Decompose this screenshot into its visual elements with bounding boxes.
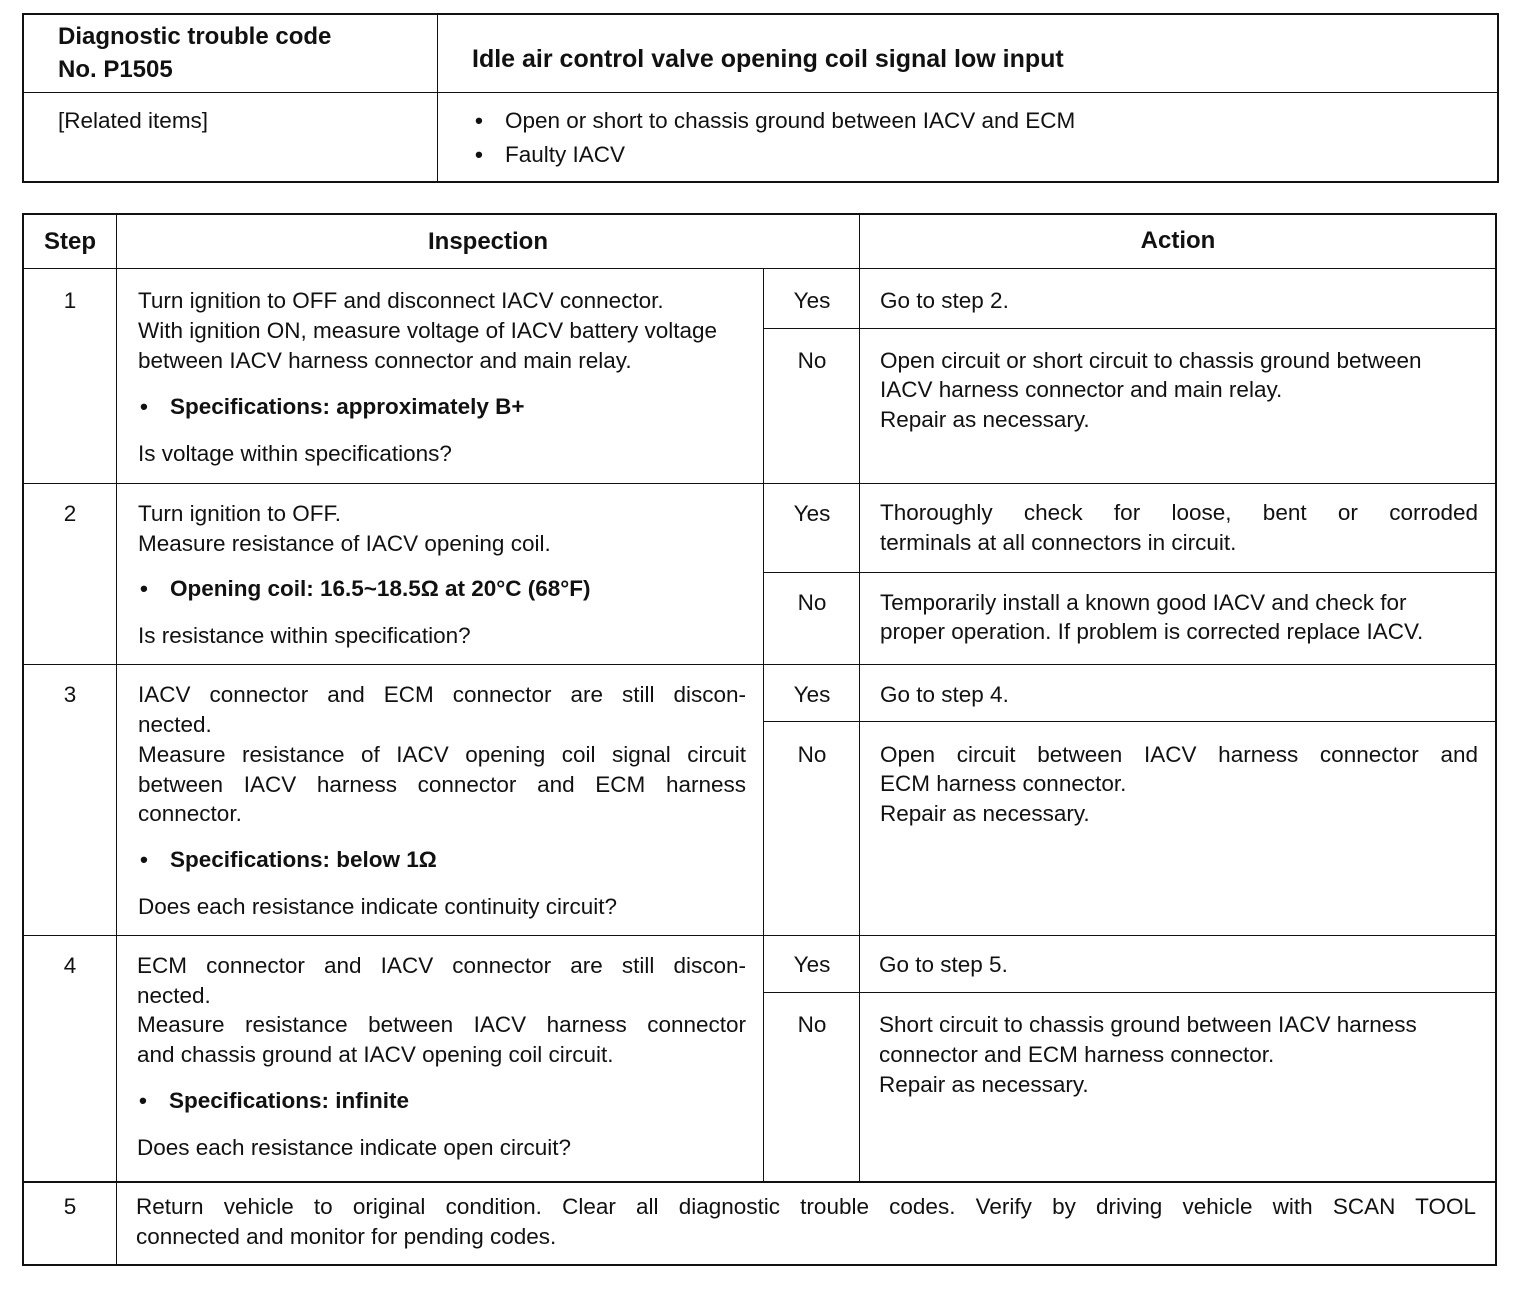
yes-label: Yes: [793, 288, 831, 313]
step-number: 2: [63, 501, 77, 526]
step1-yes-no-divider: [764, 328, 1496, 329]
no-label: No: [797, 348, 827, 373]
no-action: Short circuit to chassis ground between IACV harness: [879, 1012, 1417, 1037]
no-action: Open circuit or short circuit to chassis ground between: [880, 348, 1422, 373]
step-row-divider: [23, 935, 1496, 936]
step-number: 1: [63, 288, 77, 313]
inspection-question: Does each resistance indicate open circuit?: [137, 1135, 571, 1160]
no-action: Open circuit between IACV harness connector and: [880, 742, 1478, 767]
no-action: Repair as necessary.: [880, 801, 1090, 826]
page-title: Idle air control valve opening coil signal low input: [472, 45, 1064, 73]
column-header-step: Step: [43, 228, 96, 255]
final-step-text: Return vehicle to original condition. Clear all diagnostic trouble codes. Verify by driving vehicle with SCAN TOOL: [136, 1194, 1476, 1219]
header-row-divider: [23, 268, 1496, 269]
code-label-line1: Diagnostic trouble code: [58, 23, 332, 50]
step-number: 4: [63, 953, 77, 978]
header-divider-horizontal: [23, 92, 1498, 93]
no-action: connector and ECM harness connector.: [879, 1042, 1275, 1067]
step2-yes-no-divider: [764, 572, 1496, 573]
code-label-line2: No. P1505: [58, 56, 173, 83]
yes-action: terminals at all connectors in circuit.: [880, 530, 1237, 555]
inspection-text: Turn ignition to OFF and disconnect IACV connector.: [138, 288, 664, 313]
inspection-text: ECM connector and IACV connector are still discon-: [137, 953, 746, 978]
inspection-text: IACV connector and ECM connector are still discon-: [138, 682, 746, 707]
related-items-label: [Related items]: [58, 108, 209, 133]
related-item: • Open or short to chassis ground between IACV and ECM: [475, 106, 1075, 136]
column-header-inspection: Inspection: [427, 228, 548, 255]
inspection-text: connector.: [138, 801, 242, 826]
inspection-text: between IACV harness connector and ECM harness: [138, 772, 746, 797]
inspection-text: Measure resistance between IACV harness connector: [137, 1012, 746, 1037]
final-step-text: connected and monitor for pending codes.: [136, 1224, 557, 1249]
no-label: No: [797, 742, 827, 767]
inspection-text: Measure resistance of IACV opening coil.: [138, 531, 551, 556]
column-header-action: Action: [1140, 227, 1216, 254]
step-row-divider: [23, 664, 1496, 665]
step-row-divider: [23, 1181, 1496, 1183]
inspection-text: nected.: [137, 983, 211, 1008]
specification: • Specifications: below 1Ω: [140, 845, 437, 875]
step-number: 3: [63, 682, 77, 707]
inspection-yesno-divider: [763, 268, 764, 1181]
yes-action: Thoroughly check for loose, bent or corroded: [880, 500, 1478, 525]
yes-label: Yes: [793, 682, 831, 707]
related-item: • Faulty IACV: [475, 140, 625, 170]
specification: • Opening coil: 16.5~18.5Ω at 20°C (68°F): [140, 574, 591, 604]
yes-action: Go to step 4.: [880, 682, 1009, 707]
no-action: ECM harness connector.: [880, 771, 1127, 796]
inspection-text: With ignition ON, measure voltage of IACV battery voltage: [138, 318, 718, 343]
inspection-question: Does each resistance indicate continuity circuit?: [138, 894, 617, 919]
no-action: Repair as necessary.: [880, 407, 1090, 432]
specification: • Specifications: approximately B+: [140, 392, 525, 422]
yes-action: Go to step 5.: [879, 952, 1008, 977]
no-label: No: [797, 1012, 827, 1037]
yesno-action-divider: [859, 214, 860, 1181]
inspection-text: Turn ignition to OFF.: [138, 501, 341, 526]
inspection-question: Is voltage within specifications?: [138, 441, 452, 466]
no-action: Temporarily install a known good IACV and check for: [880, 590, 1407, 615]
inspection-text: between IACV harness connector and main relay.: [138, 348, 632, 373]
header-divider-vertical: [437, 14, 438, 182]
no-label: No: [797, 590, 827, 615]
step-column-divider: [116, 214, 117, 1265]
inspection-text: and chassis ground at IACV opening coil circuit.: [137, 1042, 614, 1067]
inspection-text: nected.: [138, 712, 212, 737]
inspection-text: Measure resistance of IACV opening coil signal circuit: [138, 742, 746, 767]
step4-yes-no-divider: [764, 992, 1496, 993]
yes-label: Yes: [793, 501, 831, 526]
no-action: proper operation. If problem is corrected replace IACV.: [880, 619, 1424, 644]
no-action: Repair as necessary.: [879, 1072, 1089, 1097]
step-number: 5: [63, 1194, 77, 1219]
specification: • Specifications: infinite: [139, 1086, 409, 1116]
step3-yes-no-divider: [764, 721, 1496, 722]
yes-label: Yes: [793, 952, 831, 977]
inspection-question: Is resistance within specification?: [138, 623, 471, 648]
no-action: IACV harness connector and main relay.: [880, 377, 1283, 402]
yes-action: Go to step 2.: [880, 288, 1009, 313]
step-row-divider: [23, 483, 1496, 484]
